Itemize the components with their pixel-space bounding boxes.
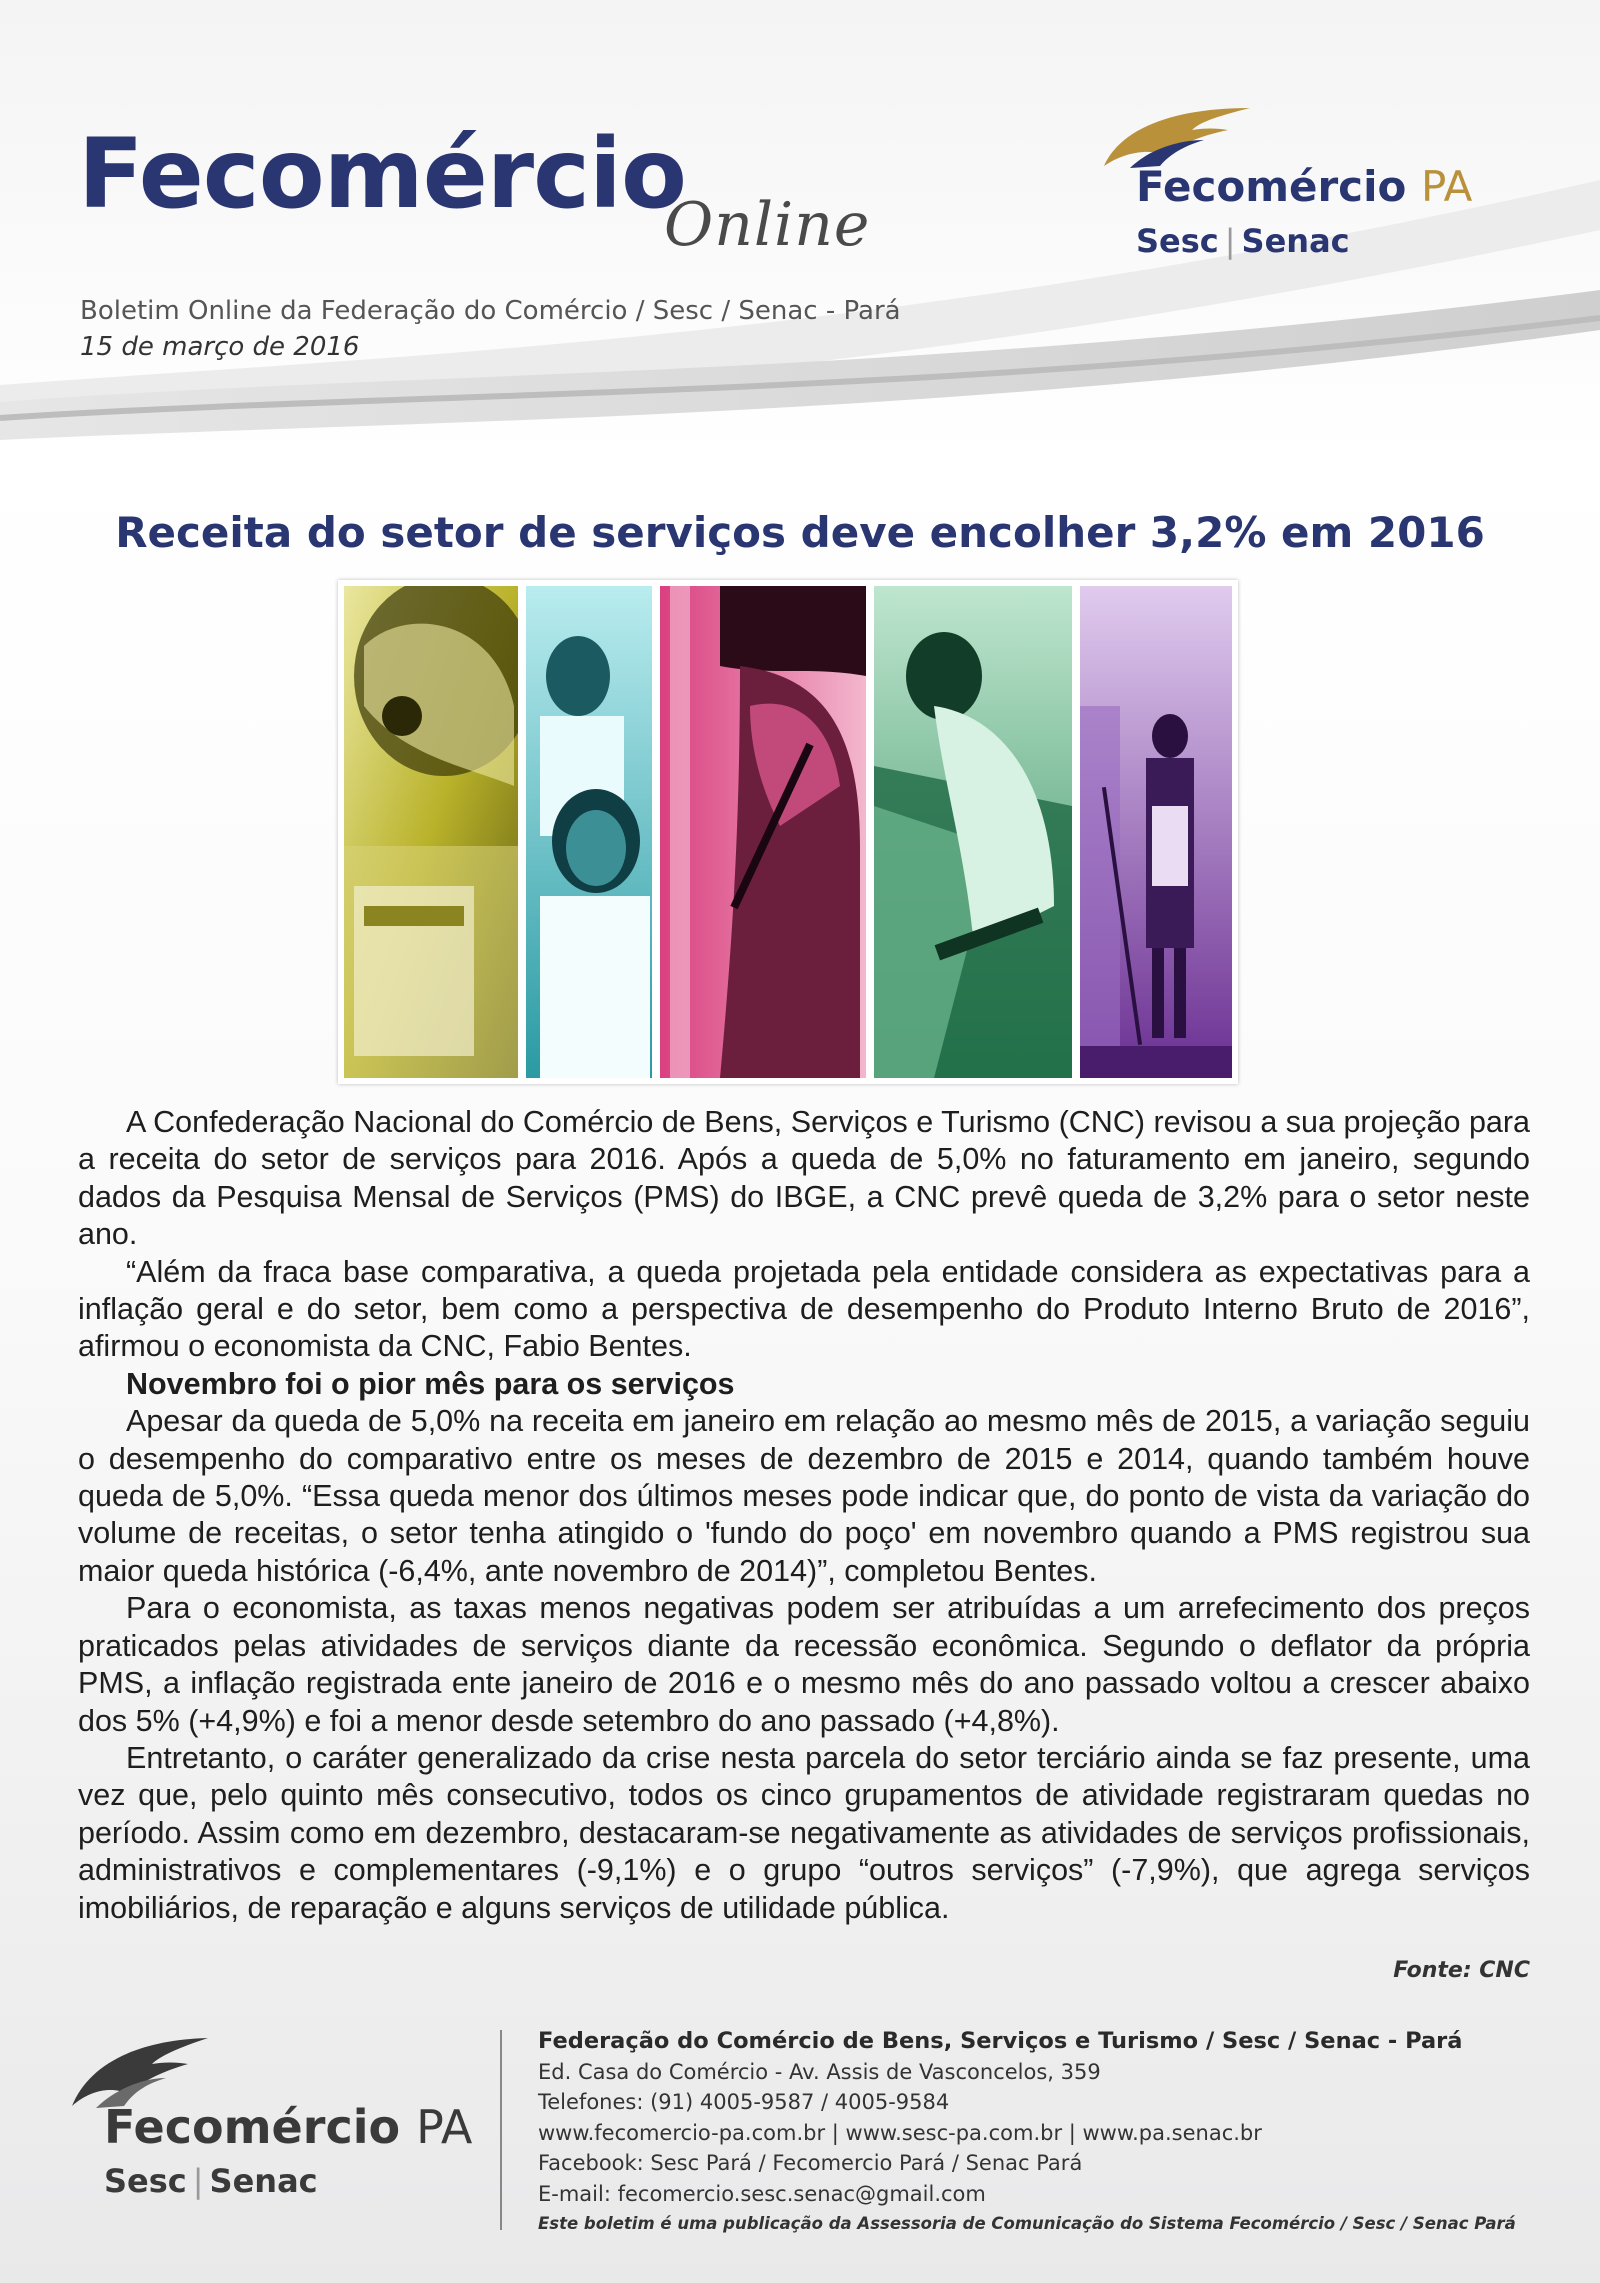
- wing-logo-icon: [68, 2030, 218, 2110]
- article-paragraph: Apesar da queda de 5,0% na receita em janeiro em relação ao mesmo mês de 2015, a variação seguiu o desempenho do comparativo entre os meses de dezembro de 2015 e 2014, quando também houve queda de 5,0%. “Essa queda menor dos últimos meses pode indicar que, do ponto de vista da variação do volume de receitas, o setor tenha atingido o 'fundo do poço' em novembro quando a PMS registrou sua maior queda histórica (-6,4%, ante novembro de 2014)”, completou Bentes.: [78, 1404, 1530, 1588]
- article-paragraph: “Além da fraca base comparativa, a queda projetada pela entidade considera as expectativas para a inflação geral e do setor, bem como a perspectiva de desempenho do Produto Interno Bruto de 2016”, afirmou o economista da CNC, Fabio Bentes.: [78, 1254, 1530, 1364]
- footer-websites[interactable]: www.fecomercio-pa.com.br | www.sesc-pa.com.br | www.pa.senac.br: [538, 2120, 1262, 2145]
- logo-name: [1136, 162, 1472, 211]
- article-paragraph: A Confederação Nacional do Comércio de Bens, Serviços e Turismo (CNC) revisou a sua projeção para a receita do setor de serviços para 2016. Após a queda de 5,0% no faturamento em janeiro, segundo dados da Pesquisa Mensal de Serviços (PMS) do IBGE, a CNC prevê queda de 3,2% para o setor neste ano.: [78, 1105, 1530, 1252]
- logo-name-text: Fecomércio: [104, 2100, 401, 2154]
- logo-subtitle: [1136, 222, 1350, 260]
- article-source: Fonte: CNC: [1393, 1958, 1530, 1983]
- fecomercio-logo-bottom: [68, 2030, 488, 2210]
- logo-name: [104, 2100, 472, 2154]
- article-paragraph: Para o economista, as taxas menos negativas podem ser atribuídas a um arrefecimento dos preços praticados pelas atividades de serviços diante da recessão econômica. Segundo o deflator da própria PMS, a inflação registrada ente janeiro de 2016 e o mesmo mês do ano passado voltou a crescer abaixo dos 5% (+4,9%) e foi a menor desde setembro do ano passado (+4,8%).: [78, 1591, 1530, 1738]
- header: [0, 0, 1600, 480]
- photo-smiling-staff: [526, 586, 652, 1078]
- logo-subtitle: [104, 2162, 318, 2200]
- publication-date: 15 de março de 2016: [80, 332, 360, 362]
- article-subheading: Novembro foi o pior mês para os serviços: [126, 1366, 735, 1401]
- footer-phones: Telefones: (91) 4005-9587 / 4005-9584: [538, 2090, 950, 2114]
- photo-paving-worker: [874, 586, 1072, 1078]
- wing-logo-icon: [1100, 100, 1260, 170]
- article-body: [78, 1104, 1530, 1927]
- footer-organization: Federação do Comércio de Bens, Serviços e Turismo / Sesc / Senac - Pará: [538, 2028, 1463, 2054]
- publication-subtitle: Boletim Online da Federação do Comércio / Sesc / Senac - Pará: [80, 296, 901, 326]
- photo-strip: [338, 580, 1238, 1084]
- logo-sesc-text: Sesc: [104, 2162, 187, 2200]
- publication-title: Fecomércio: [78, 118, 686, 230]
- footer-facebook: Facebook: Sesc Pará / Fecomercio Pará / Senac Pará: [538, 2151, 1083, 2175]
- logo-state-text: PA: [416, 2100, 473, 2154]
- footer-address: Ed. Casa do Comércio - Av. Assis de Vasconcelos, 359: [538, 2059, 1101, 2084]
- logo-senac-text: Senac: [209, 2162, 318, 2200]
- fecomercio-logo-top: [1100, 100, 1520, 270]
- photo-cleaner: [1080, 586, 1232, 1078]
- photo-security-guard: [660, 586, 866, 1078]
- footer-divider: [500, 2030, 502, 2230]
- logo-separator: |: [192, 2162, 204, 2200]
- logo-sesc-text: Sesc: [1136, 222, 1219, 260]
- logo-state-text: PA: [1420, 162, 1473, 211]
- footer-contact-info: [538, 2026, 1516, 2240]
- footer-email[interactable]: E-mail: fecomercio.sesc.senac@gmail.com: [538, 2181, 986, 2206]
- article-paragraph: Entretanto, o caráter generalizado da crise nesta parcela do setor terciário ainda se faz presente, uma vez que, pelo quinto mês consecutivo, todos os cinco grupamentos de atividade registraram quedas no período. Assim como em dezembro, destacaram-se negativamente as atividades de serviços profissionais, administrativos e complementares (-9,1%) e o grupo “outros serviços” (-7,9%), que agrega serviços imobiliários, de reparação e alguns serviços de utilidade pública.: [78, 1740, 1530, 1925]
- logo-senac-text: Senac: [1241, 222, 1350, 260]
- publication-title-script: Online: [664, 190, 871, 260]
- article-headline: Receita do setor de serviços deve encolher 3,2% em 2016: [115, 508, 1485, 557]
- photo-headset-worker: [344, 586, 518, 1078]
- footer-publication-note: Este boletim é uma publicação da Assessoria de Comunicação do Sistema Fecomércio / Sesc / Senac Pará: [538, 2214, 1516, 2233]
- logo-separator: |: [1224, 222, 1236, 260]
- logo-name-text: Fecomércio: [1136, 162, 1407, 211]
